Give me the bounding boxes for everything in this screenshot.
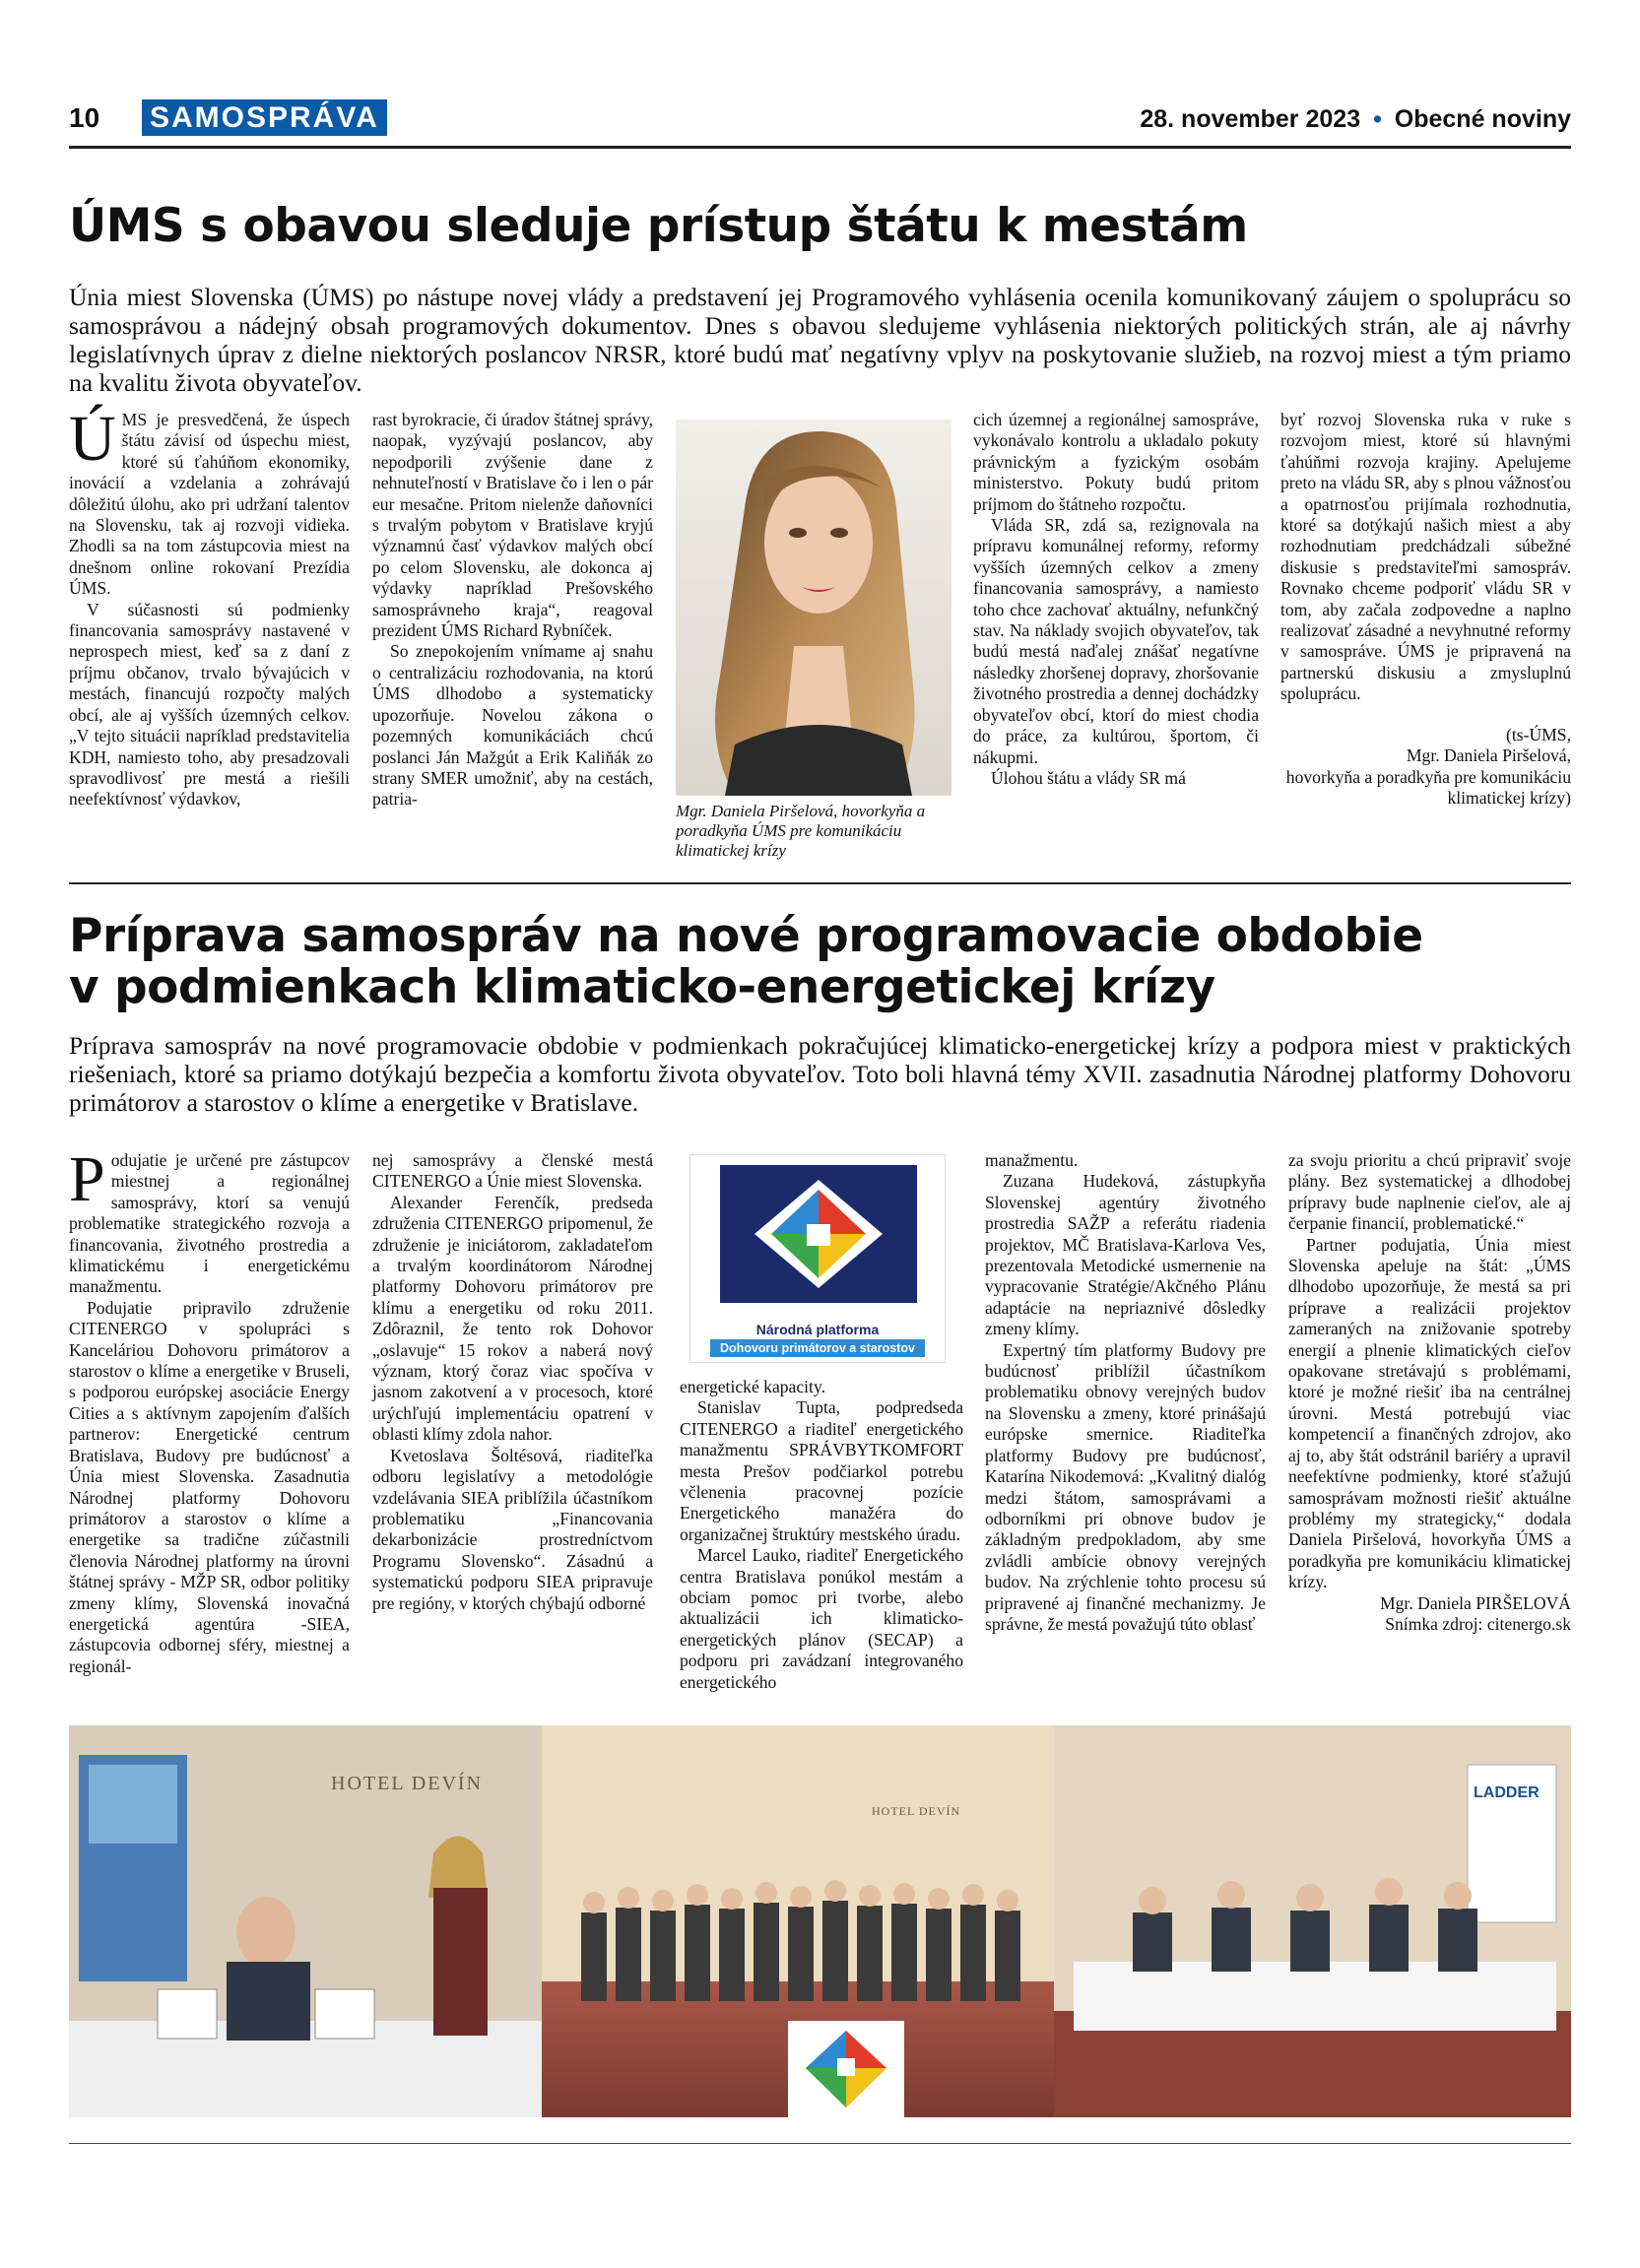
- portrait-photo: [676, 420, 951, 796]
- paragraph: Zuzana Hudeková, zástupkyňa Slovenskej agentúry životného prostredia SAŽP a referátu riadenia projektov, MČ Bratislava-Karlova Ves, prezentovala Metodické usmernenie na vypracovanie Stratégie/Akčného Plánu adaptácie na nepriaznivé dôsledky zmeny klímy.: [985, 1171, 1266, 1339]
- paragraph: odujatie je určené pre zástupcov miestnej a regionálnej samosprávy, ktorí sa venujú problematike strategického rozvoja a financovania, životného prostredia a klimatickému i energetickému manažmentu.: [69, 1150, 350, 1297]
- article2-col1: [69, 1143, 350, 1677]
- article1-title: ÚMS s obavou sleduje prístup štátu k mestám: [69, 199, 1248, 253]
- drop-cap: Ú: [69, 403, 116, 475]
- paragraph: byť rozvoj Slovenska ruka v ruke s rozvojom miest, ktoré sú hlavnými ťahúňmi rozvoja krajiny. Apelujeme preto na vládu SR, aby s plnou vážnosťou a opatrnosťou prijímala rozhodnutia, ktoré sa dotýkajú našich miest a aby rozhodnutiam predchádzali súbežné diskusie s predstaviteľmi samospráv. Rovnako chceme podporiť vládu SR v tom, aby začala zodpovedne a naplno realizovať zásadné a nevyhnutné reformy v samospráve. ÚMS je pripravená na partnerskú diskusiu a zmysluplnú spoluprácu.: [1280, 410, 1571, 704]
- paragraph: energetické kapacity.: [680, 1377, 826, 1396]
- article1-col1: [69, 403, 350, 810]
- paragraph: So znepokojením vnímame aj snahu o centralizáciu rozhodovania, na ktorú ÚMS dlhodobo a systematicky upozorňuje. Novelou zákona o pozemných komunikáciách chcú poslanci Ján Mažgút a Erik Kaliňák zo strany SMER umožniť, aby na cestách, patria-: [372, 641, 653, 810]
- hotel-sign-left: HOTEL DEVÍN: [331, 1773, 484, 1794]
- paragraph: Partner podujatia, Únia miest Slovenska apeluje na štát: „ÚMS dlhodobo upozorňuje, že mestá sa pri príprave a realizácii projektov zameraných na znižovanie spotreby energií a plnenie klimatických cieľov opakovane stretávajú s problémami, ktoré je možné riešiť iba na centrálnej úrovni. Mestá potrebujú viac kompetencií a finančných zdrojov, ako aj to, aby štát odstránil bariéry a upravil neefektívne podmienky, ktoré sťažujú samosprávam možnosti riešiť aktuálne problémy my strategicky,“ dodala Daniela Piršelová, hovorkyňa ÚMS a poradkyňa pre komunikáciu klimatickej krízy.: [1288, 1234, 1571, 1592]
- article-divider: [69, 882, 1571, 884]
- signature-line: Mgr. Daniela PIRŠELOVÁ: [1379, 1592, 1571, 1613]
- drop-cap: P: [69, 1143, 105, 1215]
- paragraph: Úlohou štátu a vlády SR má: [991, 767, 1186, 788]
- title-line: v podmienkach klimaticko-energetickej krízy: [69, 960, 1215, 1014]
- diamond-logo-icon: [690, 1155, 947, 1313]
- paragraph: Marcel Lauko, riaditeľ Energetického centra Bratislava ponúkol mestám a obciam pomoc pri tvorbe, alebo aktualizácii ich klimaticko-energetických plánov (SECAP) a podporu pri zavádzaní integrovaného energetického: [680, 1545, 963, 1692]
- footer-rule: [69, 2143, 1571, 2144]
- paragraph: V súčasnosti sú podmienky financovania samosprávy nastavené v neprospech miest, keď sa z daní z príjmu občanov, trvalo bývajúcich v mestách, financujú rozpočty malých obcí, ale aj vyšších územných celkov. „V tejto situácii napríklad predstavitelia KDH, namiesto toho, aby presadzovali spravodlivosť pre mestá a riešili neefektívnosť výdavkov,: [69, 599, 350, 810]
- header-rule: [69, 146, 1571, 149]
- page-number: 10: [69, 102, 100, 133]
- separator-dot: •: [1373, 105, 1382, 133]
- article2-col3: [680, 1377, 963, 1693]
- paragraph: cich územnej a regionálnej samospráve, vykonávalo kontrolu a ukladalo pokuty právnickým a fyzickým osobám ministerstvo. Pokuty budú pritom príjmom do štátneho rozpočtu.: [973, 410, 1259, 514]
- paragraph: Expertný tím platformy Budovy pre budúcnosť priblížil účastníkom problematiku obnovy verejných budov na Slovensku a zmeny, ktoré prinášajú európske smernice. Riaditeľka platformy Budovy pre budúcnosť, Katarína Nikodemová: „Kvalitný dialóg medzi štátom, samosprávami a odborníkmi pri obnove budov je základným predpokladom, aby sme zvládli ambície obnovy verejných budov. Na zrýchlenie tohto procesu sú pripravené aj finančné mechanizmy. Je správne, že mestá považujú túto oblasť: [985, 1339, 1266, 1634]
- hotel-sign-center: HOTEL DEVÍN: [872, 1804, 961, 1818]
- portrait-caption: Mgr. Daniela Piršelová, hovorkyňa a poradkyňa ÚMS pre komunikáciu klimatickej krízy: [676, 802, 926, 860]
- paragraph: nej samosprávy a členské mestá CITENERGO a Únie miest Slovenska.: [372, 1150, 653, 1192]
- section-label: SAMOSPRÁVA: [142, 99, 387, 136]
- article1-lead: Únia miest Slovenska (ÚMS) po nástupe novej vlády a predstavení jej Programového vyhlásenia ocenila komunikovaný záujem o spoluprácu so samosprávou a nádejný obsah programových dokumentov. Dnes s obavou sledujeme vyhlásenia niektorých politických strán, ale aj návrhy legislatívnych úprav z dielne niektorých poslancov NRSR, ktoré budú mať negatívny vplyv na poskytovanie služieb, na rozvoj miest a tým priamo na kvalitu života obyvateľov.: [69, 283, 1571, 397]
- event-photo-collage: [69, 1725, 1571, 2117]
- article2-title: [69, 911, 1423, 1013]
- article1-col4: [973, 410, 1259, 789]
- signature-line: Snímka zdroj: citenergo.sk: [1385, 1613, 1571, 1634]
- paragraph: rast byrokracie, či úradov štátnej správy, naopak, vyzývajú poslancov, aby nepodporili zvýšenie dane z nehnuteľností v Bratislave čo i len o pár eur mesačne. Pritom nielenže daňovníci s trvalým pobytom v Bratislave kryjú významnú časť výdavkov malých obcí po celom Slovensku, ale dokonca aj výdavky napríklad Prešovského samosprávneho kraja“, reagoval prezident ÚMS Richard Rybníček.: [372, 410, 653, 641]
- article2-col5: [1288, 1150, 1571, 1635]
- article2-col2: [372, 1150, 653, 1614]
- signature-line: hovorkyňa a poradkyňa pre komunikáciu klimatickej krízy): [1285, 766, 1571, 808]
- paragraph: Vláda SR, zdá sa, rezignovala na prípravu komunálnej reformy, reformy vyšších územných celkov a zmeny financovania samosprávy, a namiesto toho chce zachovať aktuálny, nefunkčný stav. Na náklady svojich obyvateľov, tak budú mestá naďalej znášať negatívne následky zhoršenej dopravy, zhoršovanie životného prostredia a dennej dochádzky obyvateľov obcí, ktorí do miest chodia do práce, za kultúrou, športom, či nákupmi.: [973, 515, 1259, 767]
- logo-title: Národná platforma: [755, 1322, 880, 1337]
- signature-line: (ts-ÚMS,: [1506, 724, 1571, 745]
- signature-line: Mgr. Daniela Piršelová,: [1406, 745, 1571, 766]
- article2-lead: Príprava samospráv na nové programovacie obdobie v podmienkach pokračujúcej klimaticko-energetickej krízy a podpora miest v praktických riešeniach, ktoré sa priamo dotýkajú bezpečia a komfortu života obyvateľov. Toto boli hlavná témy XVII. zasadnutia Národnej platformy Dohovoru primátorov a starostov o klíme a energetike v Bratislave.: [69, 1031, 1571, 1117]
- paragraph: za svoju prioritu a chcú pripraviť svoje plány. Bez systematickej a dlhodobej prípravy bude naplnenie cieľov, ale aj čerpanie financií, problematické.“: [1288, 1150, 1571, 1234]
- publication-name: Obecné noviny: [1394, 105, 1571, 133]
- logo-subtitle: Dohovoru primátorov a starostov: [710, 1339, 925, 1357]
- article2-col4: [985, 1150, 1266, 1635]
- article1-col2: [372, 410, 653, 810]
- title-line: Príprava samospráv na nové programovacie obdobie: [69, 909, 1423, 963]
- ladder-banner: LADDER: [1474, 1784, 1540, 1801]
- paragraph: Alexander Ferenčík, predseda združenia CITENERGO pripomenul, že združenie je iniciátorom, zakladateľom a trvalým koordinátorom Národnej platformy Dohovoru primátorov pre klímu a energetiku od roku 2011. Zdôraznil, že tento rok Dohovor „oslavuje“ 15 rokov a naberá nový význam, ktorý čoraz viac spočíva v jasnom zakotvení a v procesoch, ktoré urýchľujú implementáciu opatrení v oblasti klímy zdola nahor.: [372, 1192, 653, 1445]
- issue-info: [1140, 105, 1571, 134]
- paragraph: Kvetoslava Šoltésová, riaditeľka odboru legislatívy a metodológie vzdelávania SIEA priblížila účastníkom problematiku „Financovania dekarbonizácie prostredníctvom Programu Slovensko“. Zásadnú a systematickú podporu SIEA pripravuje pre regióny, v ktorých chýbajú odborné: [372, 1445, 653, 1613]
- issue-date: 28. november 2023: [1140, 105, 1361, 133]
- platform-logo: [689, 1154, 946, 1363]
- article1-col5: [1280, 410, 1571, 809]
- paragraph: Stanislav Tupta, podpredseda CITENERGO a riaditeľ energetického manažmentu SPRÁVBYTKOMFORT mesta Prešov podčiarkol potrebu včlenenia pracovnej pozície Energetického manažéra do organizačnej štruktúry mestského úradu.: [680, 1397, 963, 1544]
- paragraph: Podujatie pripravilo združenie CITENERGO v spolupráci s Kanceláriou Dohovoru primátorov a starostov o klíme a energetike v Bruseli, s podporou európskej asociácie Energy Cities a s aktívnym zapojením ďalších partnerov: Energetické centrum Bratislava, Budovy pre budúcnosť a Únia miest Slovenska. Zasadnutia Národnej platformy Dohovoru primátorov a starostov o klíme a energetike sa tradične zúčastnili členovia Národnej platformy na úrovni štátnej správy - MŽP SR, odbor politiky zmeny klímy, Slovenská inovačná energetická agentúra -SIEA, zástupcovia odbornej sféry, miestnej a regionál-: [69, 1297, 350, 1676]
- paragraph: MS je presvedčená, že úspech štátu závisí od úspechu miest, ktoré sú ťahúňom ekonomiky, inovácií a vzdelania a zohrávajú dôležitú úlohu, ako pri udržaní talentov na Slovensku, tak aj rozvoji vidieka. Zhodli sa na tom zástupcovia miest na dnešnom online rokovaní Prezídia ÚMS.: [69, 410, 350, 599]
- paragraph: manažmentu.: [985, 1150, 1079, 1170]
